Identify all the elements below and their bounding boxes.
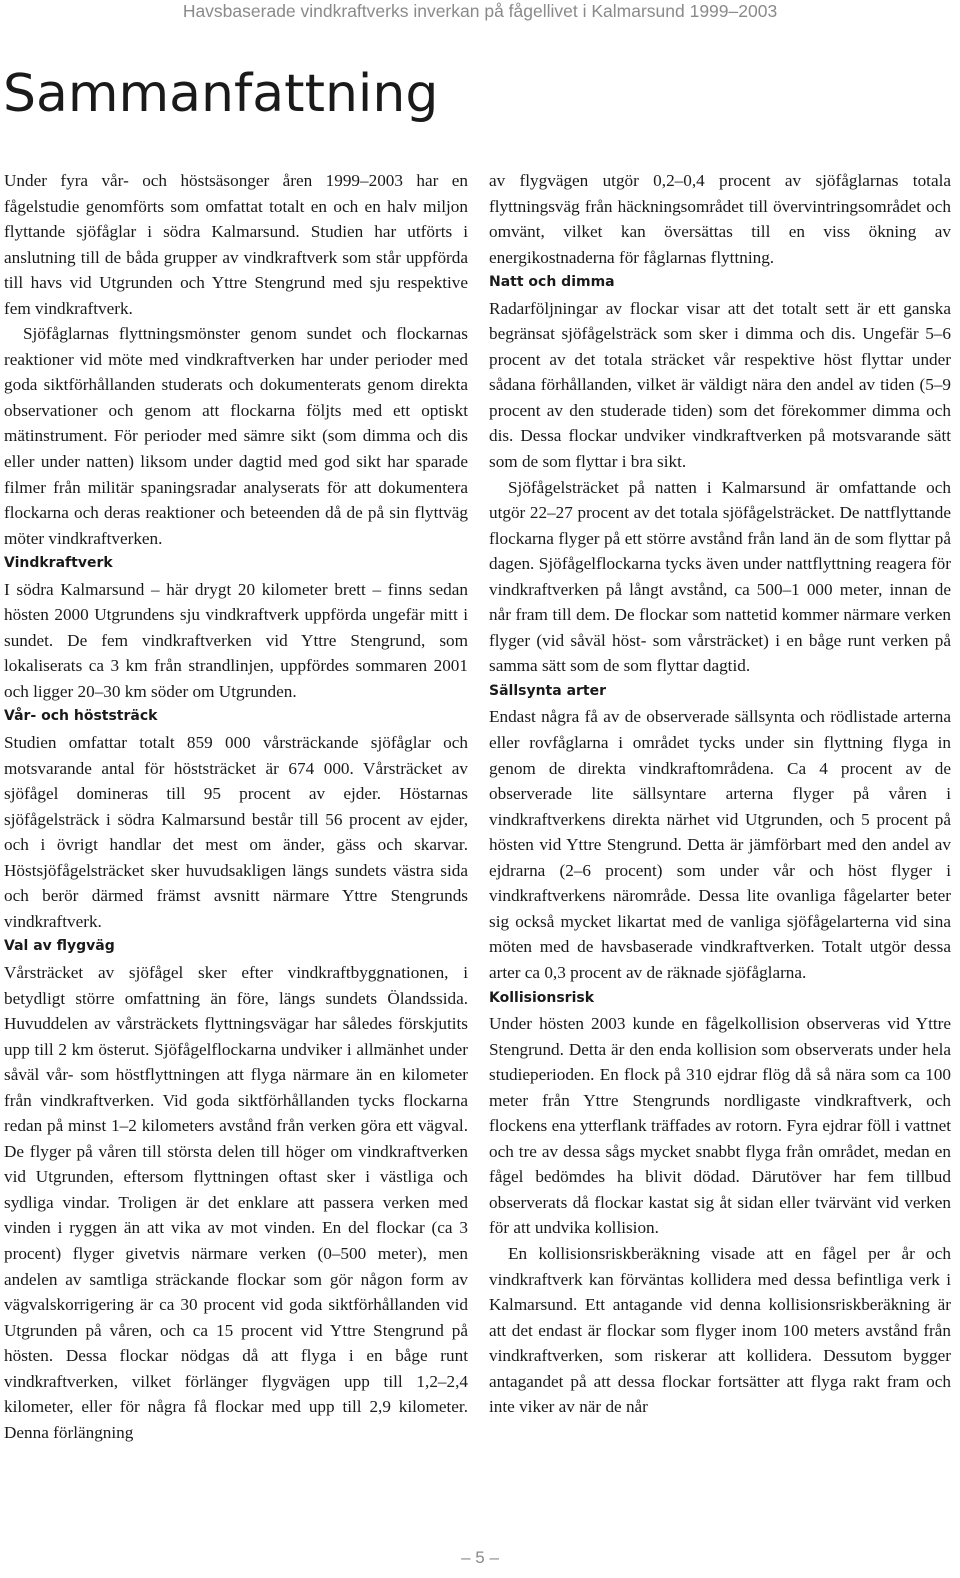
intro-paragraph-2: Sjöfåglarnas flyttningsmönster genom sundet och flockarnas reaktioner vid möte med vindkraftverken har under perioder med goda siktförhållanden studerats och dokumenterats genom direkta observationer och genom att flockarna följts med ett optiskt mätinstrument. För perioder med sämre sikt (som dimma och dis eller under natten) liksom under dagtid med god sikt har sparade filmer från militär spaningsradar analyserats för att dokumentera flockarna och deras reaktioner och beteenden då de på sin flyttväg möter vindkraftverken.	[4, 324, 468, 548]
heading-natt-och-dimma: Natt och dimma	[489, 274, 615, 291]
page-title: Sammanfattning	[3, 64, 439, 124]
running-head: Havsbaserade vindkraftverks inverkan på fågellivet i Kalmarsund 1999–2003	[182, 1, 778, 21]
heading-vindkraftverk: Vindkraftverk	[4, 555, 113, 572]
natt-och-dimma-paragraph-1: Radarföljningar av flockar visar att det totalt sett är ett ganska begränsat sjöfågelsträck som sker i dimma och dis. Ungefär 5–6 procent av det totala sträcket vår respektive höst flyttar under sådana förhållanden, vilket är väldigt nära den andel av tiden (5–9 procent av den studerade tiden) som det förekommer dimma och dis. Dessa flockar undviker vindkraftverken på motsvarande sätt som de som flyttar i bra sikt.	[489, 298, 951, 472]
heading-val-av-flygvag: Val av flygväg	[4, 938, 115, 955]
continuation-paragraph: av flygvägen utgör 0,2–0,4 procent av sjöfåglarnas totala flyttningsväg från häckningsområdet till övervintringsområdet och omvänt, vilket kan översättas till en viss ökning av energikostnaderna för fåglarnas flyttning.	[489, 171, 951, 267]
intro-paragraph-1: Under fyra vår- och höstsäsonger åren 1999–2003 har en fågelstudie genomförts som omfattat totalt en och en halv miljon flyttande sjöfåglar i södra Kalmarsund. Studien har utförts i anslutning till de båda grupper av vindkraftverk som står uppförda till havs vid Utgrunden och Yttre Stengrund med sju respektive fem vindkraftverk.	[4, 171, 468, 318]
page-number: – 5 –	[461, 1548, 499, 1567]
kollisionsrisk-paragraph-1: Under hösten 2003 kunde en fågelkollision observeras vid Yttre Stengrund. Detta är den enda kollision som observerats under hela studieperioden. En flock på 310 ejdrar flög då så nära som ca 100 meter från Yttre Stengrunds nordligaste vindkraftverk, och flockens ena ytterflank träffades av rotorn. Fyra ejdrar föll i vattnet och tre av dessa sågs mycket snabbt flyga från området, medan en fågel bedömdes ha blivit dödad. Därutöver har fem tillbud observerats då flockar kastat sig åt sidan eller tvärvänt vid verken för att undvika kollision.	[489, 1014, 951, 1238]
natt-och-dimma-paragraph-2: Sjöfågelsträcket på natten i Kalmarsund är omfattande och utgör 22–27 procent av det totala sjöfågelsträcket. De nattflyttande flockarna flyger på ett större avstånd från land än de som flyttar på dagen. Sjöfågelflockarna tycks även under nattflyttning reagera för vindkraftverken på långt avstånd, ca 500–1 000 meter, innan de når fram till dem. De flockar som nattetid kommer närmare verken flyger (vid såväl höst- som vårsträcket) i en båge runt verken på samma sätt som de som flyttar dagtid.	[489, 477, 951, 676]
val-av-flygvag-paragraph: Vårsträcket av sjöfågel sker efter vindkraftbyggnationen, i betydligt större omfattning än före, längs sundets Ölandssida. Huvuddelen av vårsträckets flyttningsvägar har således förskjutits upp till 2 km österut. Sjöfågelflockarna undviker i allmänhet under såväl vår- som höstflyttningen att flyga närmare än en kilometer från vindkraftverken. Vid goda siktförhållanden tycks flockarna redan på minst 1–2 kilometers avstånd från verken göra ett vägval. De flyger på våren till största delen till höger om vindkraftverken vid Utgrunden, eftersom flyttningen oftast sker i västliga och sydliga vindar. Troligen är det enklare att passera verken med vinden i ryggen än att vika av mot vinden. En del flockar (ca 3 procent) flyger givetvis närmare verken (0–500 meter), men andelen av samtliga sträckande flockar som gör någon form av vägvalskorrigering är ca 30 procent vid goda siktförhållanden vid Utgrunden på våren, och ca 15 procent vid Yttre Stengrund på hösten. Dessa flockar nödgas då att flyga i en båge runt vindkraftverken, vilket förlänger flygvägen upp till 1,2–2,4 kilometer, eller för några få flockar med upp till 2,9 kilometer. Denna förlängning	[4, 962, 468, 1442]
vindkraftverk-paragraph: I södra Kalmarsund – här drygt 20 kilometer brett – finns sedan hösten 2000 Utgrundens sju vindkraftverk uppförda ungefär mitt i sundet. De fem vindkraftverken vid Yttre Stengrund, som lokaliserats ca 3 km från strandlinjen, uppfördes sommaren 2001 och ligger 20–30 km söder om Utgrunden.	[4, 579, 468, 701]
sallsynta-arter-paragraph: Endast några få av de observerade sällsynta och rödlistade arterna eller rovfåglarna i området tycks under sin flyttning flyga in genom de direkta vindkraftområdena. Ca 4 procent av de observerade lite sällsyntare arterna flyger på våren i vindkraftverkens direkta närhet vid Utgrunden, och 5 procent på hösten vid Yttre Stengrund. Detta är jämförbart med den andel av ejdrarna (2–6 procent) som under vår och höst flyger i vindkraftverkens närområde. Dessa lite ovanliga fågelarter beter sig också mycket likartat med de vanliga sjöfågelarterna vid sina möten med de havsbaserade vindkraftverken. Totalt utgör dessa arter ca 0,3 procent av de räknade sjöfåglarna.	[489, 707, 951, 982]
var-och-hoststrack-paragraph: Studien omfattar totalt 859 000 vårsträckande sjöfåglar och motsvarande antal för höststräcket är 674 000. Vårsträcket av sjöfågel domineras till 95 procent av ejder. Höstarnas sjöfågelsträck i södra Kalmarsund består till 56 procent av ejder, och i övrigt handlar det mest om änder, gäss och skarvar. Höstsjöfågelsträcket sker huvudsakligen längs sundets västra sida och berör därmed främst avsnitt närmare Yttre Stengrunds vindkraftverk.	[4, 733, 468, 931]
heading-kollisionsrisk: Kollisionsrisk	[489, 989, 595, 1006]
heading-var-och-hoststrack: Vår- och höststräck	[4, 708, 158, 725]
right-column	[489, 168, 951, 1420]
left-column	[4, 168, 468, 1445]
kollisionsrisk-paragraph-2: En kollisionsriskberäkning visade att en fågel per år och vindkraftverk kan förväntas kollidera med dessa befintliga verk i Kalmarsund. Ett antagande vid denna kollisionsriskberäkning är att det endast är flockar som flyger inom 100 meters avstånd från vindkraftverken, som riskerar att kollidera. Dessutom bygger antagandet på att dessa flockar fortsätter att flyga rakt fram och inte viker av när de når	[489, 1243, 951, 1417]
heading-sallsynta-arter: Sällsynta arter	[489, 682, 607, 699]
